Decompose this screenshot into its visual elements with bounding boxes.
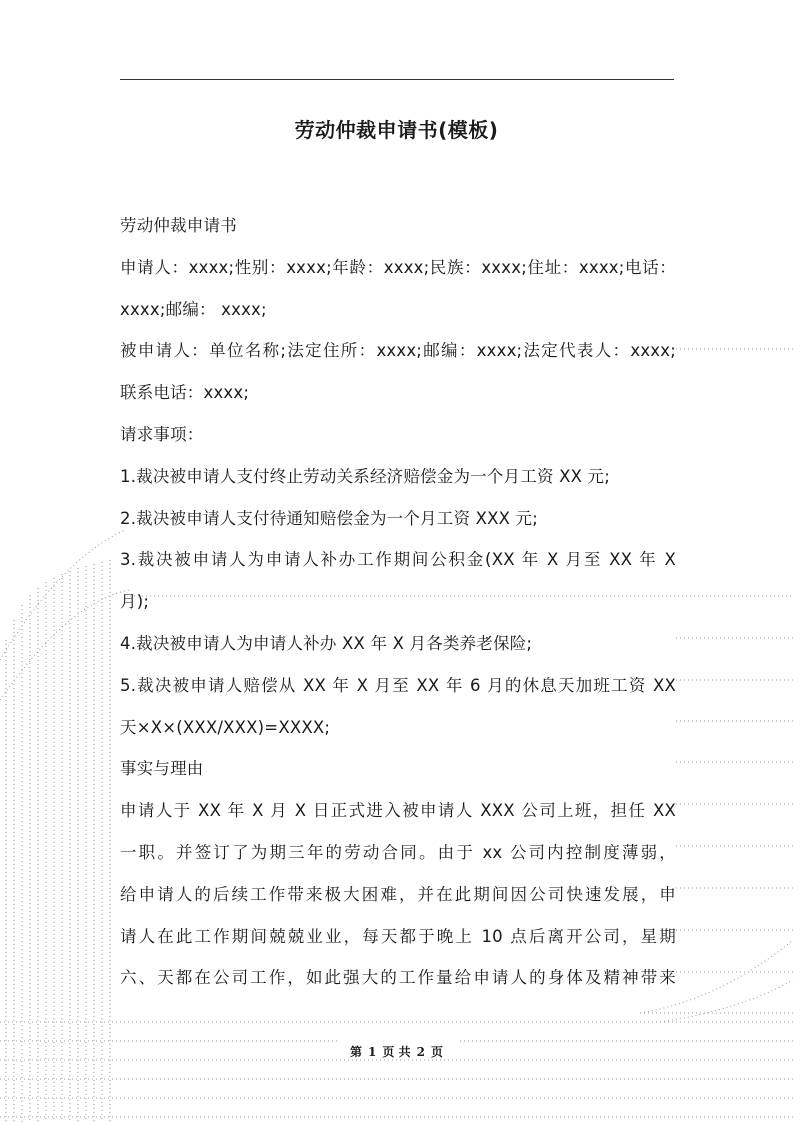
footer-page-number: 1 <box>368 1045 377 1059</box>
document-title: 劳动仲裁申请书(模板) <box>294 118 499 142</box>
paragraph-line: 申请人于 XX 年 X 月 X 日正式进入被申请人 XXX 公司上班，担任 XX <box>120 801 676 821</box>
section-heading-claims: 请求事项： <box>120 424 204 444</box>
claim-item: 5.裁决被申请人赔偿从 XX 年 X 月至 XX 年 6 月的休息天加班工资 XX <box>120 675 676 695</box>
footer-page-total: 2 <box>416 1045 425 1059</box>
paragraph-line: 一职。并签订了为期三年的劳动合同。由于 xx 公司内控制度薄弱， <box>120 842 676 862</box>
paragraph-line: xxxx;邮编： xxxx; <box>120 299 267 319</box>
header-rule <box>120 79 674 80</box>
paragraph-line: 请人在此工作期间兢兢业业，每天都于晚上 10 点后离开公司，星期 <box>120 926 676 946</box>
page-footer <box>0 1043 793 1060</box>
document-body <box>120 205 676 999</box>
heading-application: 劳动仲裁申请书 <box>120 216 237 235</box>
claim-item: 天×X×(XXX/XXX)=XXXX; <box>120 717 331 737</box>
paragraph-line: 联系电话：xxxx; <box>120 383 250 403</box>
paragraph-line: 被申请人：单位名称;法定住所：xxxx;邮编：xxxx;法定代表人：xxxx; <box>120 341 676 361</box>
section-heading-facts: 事实与理由 <box>120 759 204 779</box>
footer-page-mid: 页 共 <box>382 1045 411 1059</box>
footer-page-prefix: 第 <box>350 1045 363 1059</box>
claim-item: 4.裁决被申请人为申请人补办 XX 年 X 月各类养老保险; <box>120 633 533 653</box>
claim-item: 2.裁决被申请人支付待通知赔偿金为一个月工资 XXX 元; <box>120 508 539 528</box>
claim-item: 1.裁决被申请人支付终止劳动关系经济赔偿金为一个月工资 XX 元; <box>120 466 610 486</box>
paragraph-line: 六、天都在公司工作，如此强大的工作量给申请人的身体及精神带来 <box>120 968 676 988</box>
paragraph-line: 给申请人的后续工作带来极大困难，并在此期间因公司快速发展，申 <box>120 884 676 904</box>
footer-page-suffix: 页 <box>430 1045 443 1059</box>
claim-item: 月); <box>120 592 150 612</box>
claim-item: 3.裁决被申请人为申请人补办工作期间公积金(XX 年 X 月至 XX 年 X <box>120 550 676 570</box>
paragraph-line: 申请人：xxxx;性别：xxxx;年龄：xxxx;民族：xxxx;住址：xxxx;电话： <box>120 257 676 277</box>
